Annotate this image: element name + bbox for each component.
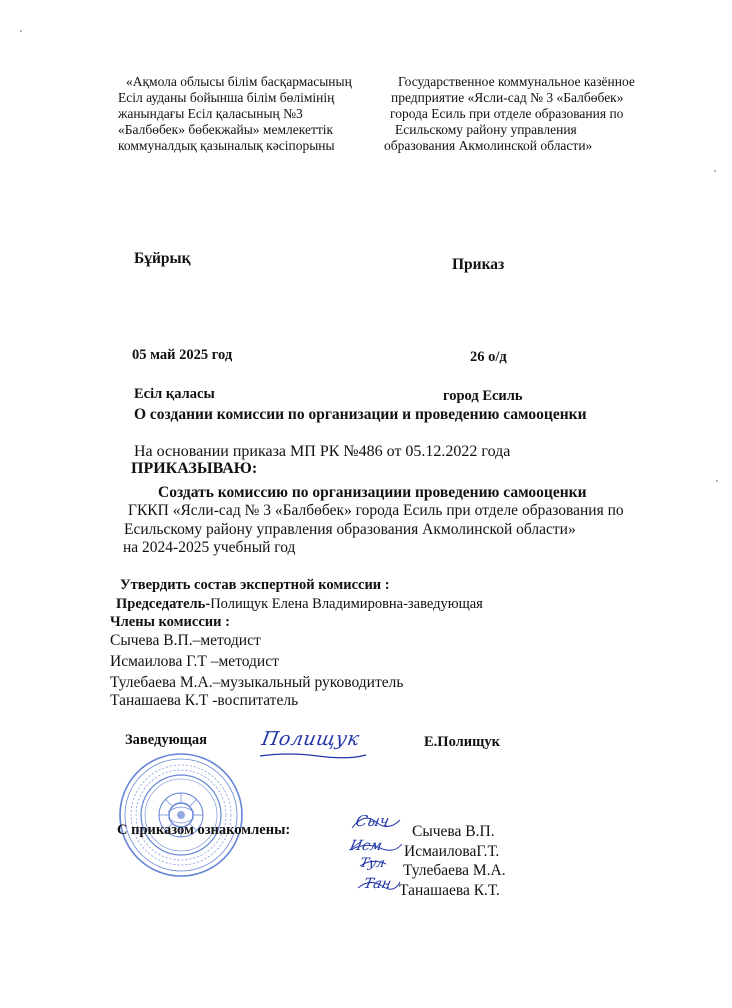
head-signature: Полищук	[260, 728, 362, 750]
header-ru-line: города Есиль при отделе образования по	[390, 106, 624, 121]
member-item: Тулебаева М.А.–музыкальный руководитель	[110, 674, 404, 691]
head-name: Е.Полищук	[424, 734, 500, 750]
acquainted-signature: Исм	[348, 838, 384, 854]
order-word: ПРИКАЗЫВАЮ:	[131, 460, 258, 477]
head-signature-underline	[258, 750, 368, 760]
acquainted-signature: Сыч	[354, 812, 391, 830]
chair-line	[116, 596, 483, 613]
member-item: Исмаилова Г.Т –методист	[110, 653, 279, 670]
acquainted-label: С приказом ознакомлены:	[117, 822, 291, 838]
member-item: Танашаева К.Т -воспитатель	[110, 692, 299, 709]
header-kz-line: коммуналдық қазыналық кәсіпорыны	[118, 138, 335, 153]
chair-label: Председатель-	[116, 596, 211, 612]
member-item: Сычева В.П.–методист	[110, 632, 261, 649]
header-kz	[118, 74, 352, 154]
header-ru	[384, 74, 635, 154]
acquainted-name: Тулебаева М.А.	[403, 862, 506, 879]
header-ru-line: образования Акмолинской области»	[384, 138, 593, 153]
order-basis: На основании приказа МП РК №486 от 05.12.2022 года	[134, 443, 511, 460]
state-emblem-seal-icon	[118, 752, 244, 878]
head-title: Заведующая	[125, 732, 207, 748]
acquainted-name: Сычева В.П.	[412, 823, 495, 840]
order-date: 05 май 2025 год	[132, 347, 233, 363]
item1-line: на 2024-2025 учебный год	[123, 539, 296, 556]
chair-value: Полищук Елена Владимировна-заведующая	[210, 596, 483, 612]
order-title: О создании комиссии по организации и проведению самооценки	[134, 406, 587, 423]
item1-line: Есильскому району управления образования Акмолинской области»	[124, 521, 576, 538]
header-ru-line: предприятие «Ясли-сад № 3 «Балбөбек»	[391, 90, 624, 105]
scan-speck	[714, 170, 716, 172]
scan-speck	[716, 480, 718, 482]
item1-line: ГККП «Ясли-сад № 3 «Балбөбек» города Есиль при отделе образования по	[128, 502, 624, 519]
header-kz-line: Есіл ауданы бойынша білім бөлімінің	[118, 90, 335, 105]
doc-type-ru: Приказ	[452, 256, 505, 273]
acquainted-name: Танашаева К.Т.	[399, 882, 500, 899]
header-kz-line: «Балбөбек» бөбекжайы» мемлекеттік	[118, 122, 334, 137]
header-kz-line: жанындағы Есіл қаласының №3	[118, 106, 303, 121]
acquainted-signature: Тул	[358, 856, 387, 871]
item2-heading: Утвердить состав экспертной комиссии :	[120, 577, 390, 593]
members-label: Члены комиссии :	[110, 614, 230, 630]
order-number: 26 о/д	[470, 349, 507, 365]
acquainted-signature: Тан	[362, 876, 393, 892]
acquainted-name: ИсмаиловаГ.Т.	[404, 843, 500, 860]
scan-speck	[20, 30, 22, 32]
city-ru: город Есиль	[443, 388, 523, 404]
header-ru-line: Есильскому району управления	[395, 122, 577, 137]
city-kz: Есіл қаласы	[134, 386, 215, 402]
header-kz-line: «Ақмола облысы білім басқармасының	[126, 74, 352, 89]
item1-heading: Создать комиссию по организациии проведению самооценки	[158, 484, 587, 501]
header-ru-line: Государственное коммунальное казённое	[398, 74, 635, 89]
acquainted-signature-strokes	[346, 808, 406, 898]
doc-type-kz: Бұйрық	[134, 250, 191, 267]
